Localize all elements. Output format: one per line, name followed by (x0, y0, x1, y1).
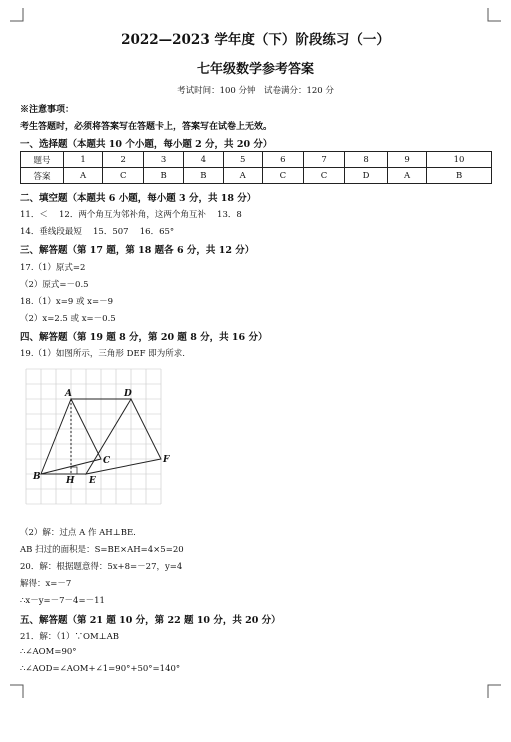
answer-line: 21．解：（1）∵OM⊥AB (20, 632, 120, 642)
table-cell: 4 (183, 152, 223, 168)
table-cell: C (262, 168, 303, 184)
answer-line: 18.（1）x=9 或 x=－9 (20, 297, 113, 307)
table-cell: C (303, 168, 344, 184)
answer-line: ∴∠AOM=90° (20, 647, 77, 657)
crop-mark-bottom-left (10, 684, 24, 698)
page-title: 2022—2023 学年度（下）阶段练习（一） (121, 32, 390, 48)
label-b: B (33, 472, 41, 482)
table-cell: D (345, 168, 388, 184)
notice-text: 考生答题时，必须将答案写在答题卡上，答案写在试卷上无效。 (20, 122, 273, 132)
table-cell: B (183, 168, 223, 184)
table-cell: 5 (223, 152, 262, 168)
table-cell: 10 (427, 152, 492, 168)
fill-in-line-2: 14．垂线段最短 15．507 16．65° (20, 227, 175, 237)
table-cell: A (223, 168, 262, 184)
table-row-answers (21, 168, 492, 184)
table-cell: 7 (303, 152, 344, 168)
answer-line: AB 扫过的面积是：S=BE×AH=4×5=20 (20, 545, 184, 555)
section3-heading: 三、解答题（第 17 题，第 18 题各 6 分，共 12 分） (20, 245, 255, 256)
section2-heading: 二、填空题（本题共 6 小题，每小题 3 分，共 18 分） (20, 193, 257, 204)
section5-heading: 五、解答题（第 21 题 10 分，第 22 题 10 分，共 20 分） (20, 615, 281, 626)
label-d: D (124, 389, 132, 399)
label-h: H (66, 476, 75, 486)
table-cell: B (144, 168, 184, 184)
label-c: C (103, 456, 111, 466)
notice-heading: ※注意事项： (20, 105, 75, 115)
triangle-def (86, 399, 161, 474)
answer-line: 20．解：根据题意得：5x+8=－27，y=4 (20, 562, 183, 572)
answer-line: 17.（1）原式=2 (20, 263, 86, 273)
table-cell: 6 (262, 152, 303, 168)
right-angle-mark (71, 467, 77, 474)
table-row-questions (21, 152, 492, 168)
table-cell: C (103, 168, 144, 184)
label-e: E (89, 476, 96, 486)
answer-line: （2）解：过点 A 作 AH⊥BE. (20, 528, 136, 538)
answer-line: 解得：x=－7 (20, 579, 72, 589)
section4-heading: 四、解答题（第 19 题 8 分，第 20 题 8 分，共 16 分） (20, 332, 268, 343)
section1-heading: 一、选择题（本题共 10 个小题，每小题 2 分，共 20 分） (20, 139, 273, 150)
grid-figure (24, 367, 174, 517)
table-cell: 3 (144, 152, 184, 168)
answer-line: ∴∠AOD=∠AOM+∠1=90°+50°=140° (20, 664, 181, 674)
table-cell-label: 题号 (21, 152, 64, 168)
table-cell: B (427, 168, 492, 184)
table-cell-label: 答案 (21, 168, 64, 184)
page-subtitle: 七年级数学参考答案 (196, 62, 314, 77)
answer-line: （2）x=2.5 或 x=－0.5 (20, 314, 116, 324)
crop-mark-top-right (487, 8, 501, 22)
table-cell: A (388, 168, 427, 184)
exam-info: 考试时间：100 分钟 试卷满分：120 分 (177, 86, 334, 96)
answer-table (20, 151, 492, 184)
table-cell: 8 (345, 152, 388, 168)
table-cell: 1 (64, 152, 103, 168)
crop-mark-bottom-right (487, 684, 501, 698)
crop-mark-top-left (10, 8, 24, 22)
table-cell: A (64, 168, 103, 184)
fill-in-line-1: 11．＜ 12．两个角互为邻补角，这两个角互补 13．8 (20, 210, 242, 220)
answer-line: （2）原式=－0.5 (20, 280, 89, 290)
table-cell: 2 (103, 152, 144, 168)
label-a: A (65, 389, 72, 399)
q19-line: 19.（1）如图所示，三角形 DEF 即为所求. (20, 349, 185, 359)
label-f: F (163, 455, 170, 465)
answer-line: ∴x－y=－7－4=－11 (20, 596, 105, 606)
table-cell: 9 (388, 152, 427, 168)
